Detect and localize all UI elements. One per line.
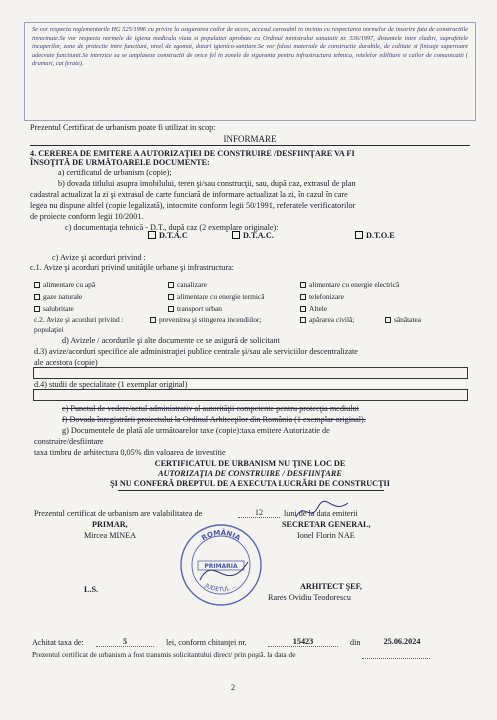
item-d3-1: d.3) avize/acorduri specifice ale administraţiei publice centrale şi/sau ale serviciilor descentralizate <box>34 347 358 356</box>
notice-underline <box>118 490 384 491</box>
item-a: a) certificatul de urbanism (copie); <box>58 168 172 177</box>
utility-heating[interactable]: alimentare cu energie termică <box>168 292 264 301</box>
section4-title-1: 4. CEREREA DE EMITERE A AUTORIZAŢIEI DE CONSTRUIRE /DESFIINŢARE VA FI <box>30 149 355 158</box>
scope-underline <box>30 145 470 146</box>
page-number: 2 <box>230 683 236 692</box>
utility-other[interactable]: Altele <box>300 304 327 313</box>
item-b-1: b) dovada titlului asupra imobilului, teren şi/sau construcţii, sau, după caz, extrasul de plan <box>58 179 356 188</box>
item-d: d) Avizele / acordurile şi alte documente ce se asigură de solicitant <box>62 336 280 345</box>
c2-civil-defense[interactable]: apărarea civilă; <box>300 315 354 324</box>
stamp-bottom-text: JUDETUL ... <box>203 582 239 594</box>
dt-option-2[interactable]: D.T.A.C. <box>232 231 274 240</box>
item-g-1: g) Documentele de plată ale următoarelor taxe (copie):taxa emitere Autorizatie de <box>62 426 330 435</box>
receipt-date: 25.06.2024 <box>383 637 421 646</box>
item-b-2: cadastral actualizat la zi şi extrasul de carte funciară de informare actualizat la zi, în cazul în care <box>30 190 348 199</box>
checkbox-icon <box>300 294 306 300</box>
d4-entry-box[interactable] <box>33 389 468 401</box>
item-b-4: de proiecte conform legii 10/2001. <box>30 212 144 221</box>
checkbox-icon <box>300 317 306 323</box>
stamp-top-text: ROMÂNIA <box>200 528 242 543</box>
notice-line-2: AUTORIZAŢIA DE CONSTRUIRE / DESFIINŢARE <box>158 469 342 478</box>
regulations-text: Se vor respecta reglementarile HG 525/1996 cu privire la asigurarea cailor de acces, accesul carosabil in incinta cu respectarea normelor de insorire fata de constructiile invecinate.Se vor respecta normele de igiena medicala viata si populatiei aprobate cu Ordinul ministrului sanatatii nr. 536/1997, distantele intre cladiri, suprafetele incaperilor, zone de protectie intre functiuni, nivel de zgomot, dotari igienico-sanitare.Se vor folosi materiale de constructie durabile, de calitate si finisaje superioare adecvate functiunii.Se interzice sa se amplaseze constructii de orice fel in zonele de siguranta pentru infrastructura tehnica, retelelor edilitare si cailor de comunicatii ( drumuri, cai ferate). <box>32 26 468 68</box>
dt-option-1[interactable]: D.T.A.C <box>148 231 188 240</box>
architect-name: Rares Ovidiu Teodorescu <box>268 593 351 602</box>
utility-sewage[interactable]: canalizare <box>168 280 207 289</box>
utility-transport[interactable]: transport urban <box>168 304 222 313</box>
secretary-name: Ionel Florin NAE <box>297 531 355 540</box>
receipt-number: 15423 <box>268 637 338 647</box>
checkbox-icon <box>232 231 240 239</box>
item-c2-label: c.2. Avize şi acorduri privind : <box>34 315 124 324</box>
item-d3-2: ale acestora (copie) <box>34 358 98 367</box>
secretary-signature <box>292 497 352 525</box>
item-c: c) documentaţia tehnică - D.T., după caz (2 exemplare originale): <box>65 223 279 232</box>
d3-entry-box[interactable] <box>33 367 468 379</box>
fee-label: Achitat taxa de: <box>32 638 84 647</box>
checkbox-icon <box>34 306 40 312</box>
mayor-title: PRIMAR, <box>92 520 128 529</box>
utility-water[interactable]: alimentare cu apă <box>34 280 95 289</box>
scope-line: Prezentul Certificat de urbanism poate fi utilizat in scop: <box>30 123 216 132</box>
official-stamp <box>178 522 264 608</box>
item-c2-cont: populaţiei <box>34 325 64 334</box>
item-g-3: taxa timbru de arhitectura 0,05% din valoarea de investitie <box>34 448 226 457</box>
mayor-name: Mircea MINEA <box>84 531 137 540</box>
item-d4: d.4) studii de specialitate (1 exemplar original) <box>34 380 188 389</box>
checkbox-icon <box>148 231 156 239</box>
checkbox-icon <box>34 282 40 288</box>
item-e: e) Punctul de vedere/actul administrativ al autorităţii competente pentru protecţia mediului <box>62 404 359 413</box>
transmit-date-field[interactable] <box>362 650 430 659</box>
item-f: f) Dovada înregistrării proiectului la Ordinul Arhitecţilor din România (1 exemplar original). <box>62 415 366 424</box>
utility-electricity[interactable]: alimentare cu energie electrică <box>300 280 399 289</box>
c2-fire-prevention[interactable]: prevenirea şi stingerea incendiilor; <box>150 315 261 324</box>
checkbox-icon <box>300 282 306 288</box>
dt-option-3[interactable]: D.T.O.E <box>355 231 395 240</box>
stamp-middle-text: PRIMARIA <box>204 563 238 570</box>
secretary-title: SECRETAR GENERAL, <box>282 520 371 529</box>
notice-line-1: CERTIFICATUL DE URBANISM NU ŢINE LOC DE <box>154 459 346 468</box>
validity-prefix: Prezentul certificat de urbanism are valabilitatea de <box>34 509 203 518</box>
section4-title-2: ÎNSOŢITĂ DE URMĂTOARELE DOCUMENTE: <box>30 158 210 167</box>
fee-value: 5 <box>96 637 154 647</box>
architect-title: ARHITECT ŞEF, <box>300 582 362 591</box>
checkbox-icon <box>168 294 174 300</box>
date-label: din <box>350 638 361 647</box>
utility-sanitation[interactable]: salubritate <box>34 304 74 313</box>
item-c1: c.1. Avize şi acorduri privind unităţile urbane şi infrastructura: <box>30 263 235 272</box>
svg-text:ROMÂNIA <box>200 528 242 543</box>
transmit-line: Prezentul certificat de urbanism a fost transmis solicitantului direct/ prin poştă. la data de <box>32 650 296 659</box>
checkbox-icon <box>385 317 391 323</box>
scope-value: INFORMARE <box>223 134 277 144</box>
receipt-label: lei, conform chitanţei nr. <box>166 638 247 647</box>
validity-months: 12 <box>238 508 280 518</box>
checkbox-icon <box>168 306 174 312</box>
ls-label: L.S. <box>84 585 99 594</box>
utility-telephone[interactable]: telefonizare <box>300 292 344 301</box>
utility-gas[interactable]: gaze naturale <box>34 292 82 301</box>
checkbox-icon <box>34 294 40 300</box>
validity-suffix: luni de la data emiterii <box>284 509 358 518</box>
checkbox-icon <box>300 306 306 312</box>
notice-line-3: ŞI NU CONFERĂ DREPTUL DE A EXECUTA LUCRĂRI DE CONSTRUCŢII <box>110 479 390 488</box>
checkbox-icon <box>355 231 363 239</box>
item-c-avize: c) Avize şi acorduri privind : <box>52 253 146 262</box>
checkbox-icon <box>168 282 174 288</box>
item-b-3: legea nu dispune altfel (copie legalizată), intocmite conform legii 50/1991, referatele verificatorilor <box>30 201 356 210</box>
c2-health[interactable]: sănătatea <box>385 315 421 324</box>
item-g-2: construire/desfiintare <box>34 437 104 446</box>
checkbox-icon <box>150 317 156 323</box>
